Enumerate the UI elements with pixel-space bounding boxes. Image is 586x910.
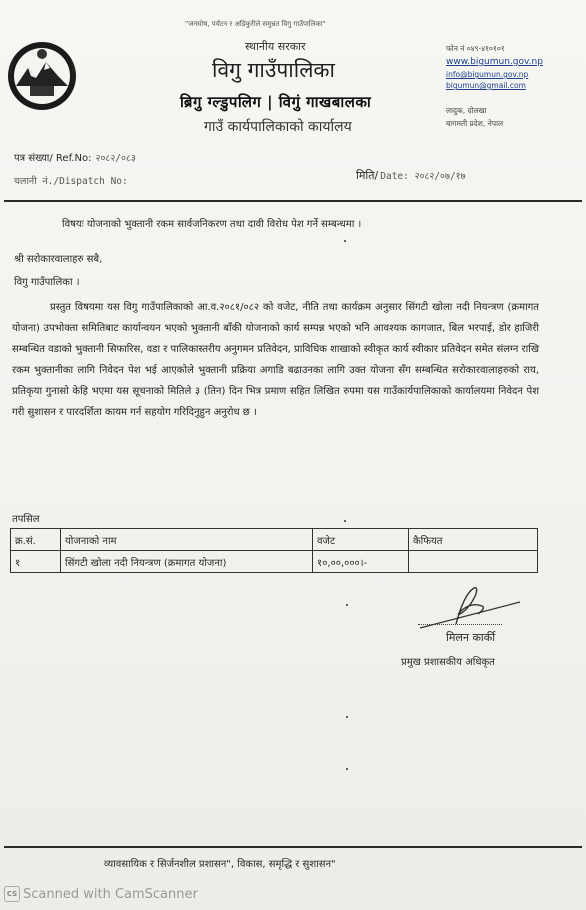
cell-serial: १ bbox=[11, 551, 61, 573]
municipality-name: विगु गाउँपालिका bbox=[212, 58, 335, 82]
email-link-secondary[interactable]: bigumun@gmail.com bbox=[446, 81, 526, 90]
scan-speck bbox=[346, 716, 348, 718]
header-budget: वजेट bbox=[313, 529, 409, 551]
municipality-name-local-script: ब्रिगु ग्ल्डुपलिग | विगुं गाखबालका bbox=[180, 93, 372, 111]
footer-divider bbox=[4, 846, 582, 848]
header-project-name: योजनाको नाम bbox=[61, 529, 313, 551]
office-name: गाउँ कार्यपालिकाको कार्यालय bbox=[204, 119, 352, 135]
addressee-line-1: श्री सरोकारवालाहरु सबै, bbox=[14, 254, 103, 265]
municipality-emblem-logo bbox=[6, 40, 78, 112]
ref-label: पत्र संख्या/ Ref.No: bbox=[14, 153, 92, 164]
cell-project-name: सिंगटी खोला नदी नियन्त्रण (क्रमागत योजना) bbox=[61, 551, 313, 573]
reference-number bbox=[14, 150, 136, 164]
scan-speck bbox=[346, 768, 348, 770]
cell-budget: १०,००,०००।- bbox=[313, 551, 409, 573]
table-row bbox=[11, 551, 538, 573]
table-header-row bbox=[11, 529, 538, 551]
signatory-name: मिलन कार्की bbox=[446, 631, 496, 644]
letter-subject: विषयः योजनाको भुक्तानी रकम सार्वजनिकरण तथा दावी विरोध पेश गर्ने सम्बन्धमा । bbox=[62, 219, 362, 230]
phone-number: फोन नं ०४९-४१०१०१ bbox=[446, 44, 505, 53]
project-table bbox=[10, 528, 538, 573]
signature-line bbox=[418, 624, 502, 625]
table-caption: तपसिल bbox=[12, 514, 40, 525]
header-remarks: कैफियत bbox=[409, 529, 538, 551]
cell-remarks bbox=[409, 551, 538, 573]
header-serial: क्र.सं. bbox=[11, 529, 61, 551]
email-link[interactable]: info@bigumun.gov.np bbox=[446, 70, 529, 79]
local-government-label: स्थानीय सरकार bbox=[245, 40, 306, 53]
scanner-watermark bbox=[4, 886, 198, 902]
scan-speck bbox=[344, 240, 346, 242]
letter-date bbox=[356, 168, 466, 183]
scan-speck bbox=[346, 604, 348, 606]
scan-speck bbox=[344, 520, 346, 522]
dispatch-number-label: चलानी नं./Dispatch No: bbox=[14, 176, 128, 187]
address-line-1: लादुक, दोलखा bbox=[446, 106, 487, 115]
ref-value: २०८२/०८३ bbox=[95, 153, 136, 164]
header-divider bbox=[4, 200, 582, 202]
date-label: मिति/ bbox=[356, 169, 379, 182]
footer-slogan: व्यावसायिक र सिर्जनशील प्रशासन", विकास, समृद्धि र सुशासन" bbox=[104, 859, 336, 870]
scanner-watermark-text: Scanned with CamScanner bbox=[23, 886, 198, 902]
address-line-2: बागमती प्रदेश, नेपाल bbox=[446, 119, 504, 128]
camscanner-logo-icon: CS bbox=[4, 886, 20, 902]
date-value: Date: २०८२/०७/१७ bbox=[380, 171, 466, 182]
motto-text: "जनघोष, पर्यटन र अडिकुरीले समुन्नत विगु गाउँपालिका" bbox=[185, 20, 326, 28]
letter-body: प्रस्तुत विषयमा यस विगु गाउँपालिकाको आ.व.२०८१/०८२ को वजेट, नीति तथा कार्यक्रम अनुसार सिंगटी खोला नदी नियन्त्रण (क्रमागत योजना) उपभोक्ता समितिबाट कार्यान्वयन भएको भुक्तानी बाँकी योजनाको कार्य सम्पन्न भएको भनि आवश्यक कागजात, बिल भरपाई, डोर हाजिरी सम्बन्धित वडाको भुक्तानी सिफारिस, वडा र पालिकास्तरीय अनुगमन प्रतिवेदन, प्राविधिक शाखाको स्वीकृत कार्य स्वीकार प्रतिवेदन समेत संलग्न राखि रकम भुक्तानीका लागि निवेदन पेश भई आएकोले भुक्तानी प्रक्रिया अगाडि बढाउनका लागि उक्त योजना सँग सम्बन्धित सरोकारवालाहरुको राय, प्रतिकृया गुनासो केहि भएमा यस सूचनाको मितिले ३ (तिन) दिन भित्र प्रमाण सहित लिखित रुपमा यस गाउँकार्यपालिकाको कार्यालयमा निवेदन पेश गरी सुशासन र पारदर्शिता कायम गर्न सहयोग गरिदिनुहुन अनुरोध छ । bbox=[12, 302, 539, 418]
addressee-line-2: विगु गाउँपालिका । bbox=[14, 277, 80, 288]
signatory-title: प्रमुख प्रशासकीय अधिकृत bbox=[401, 657, 495, 668]
website-link[interactable]: www.bigumun.gov.np bbox=[446, 57, 543, 67]
